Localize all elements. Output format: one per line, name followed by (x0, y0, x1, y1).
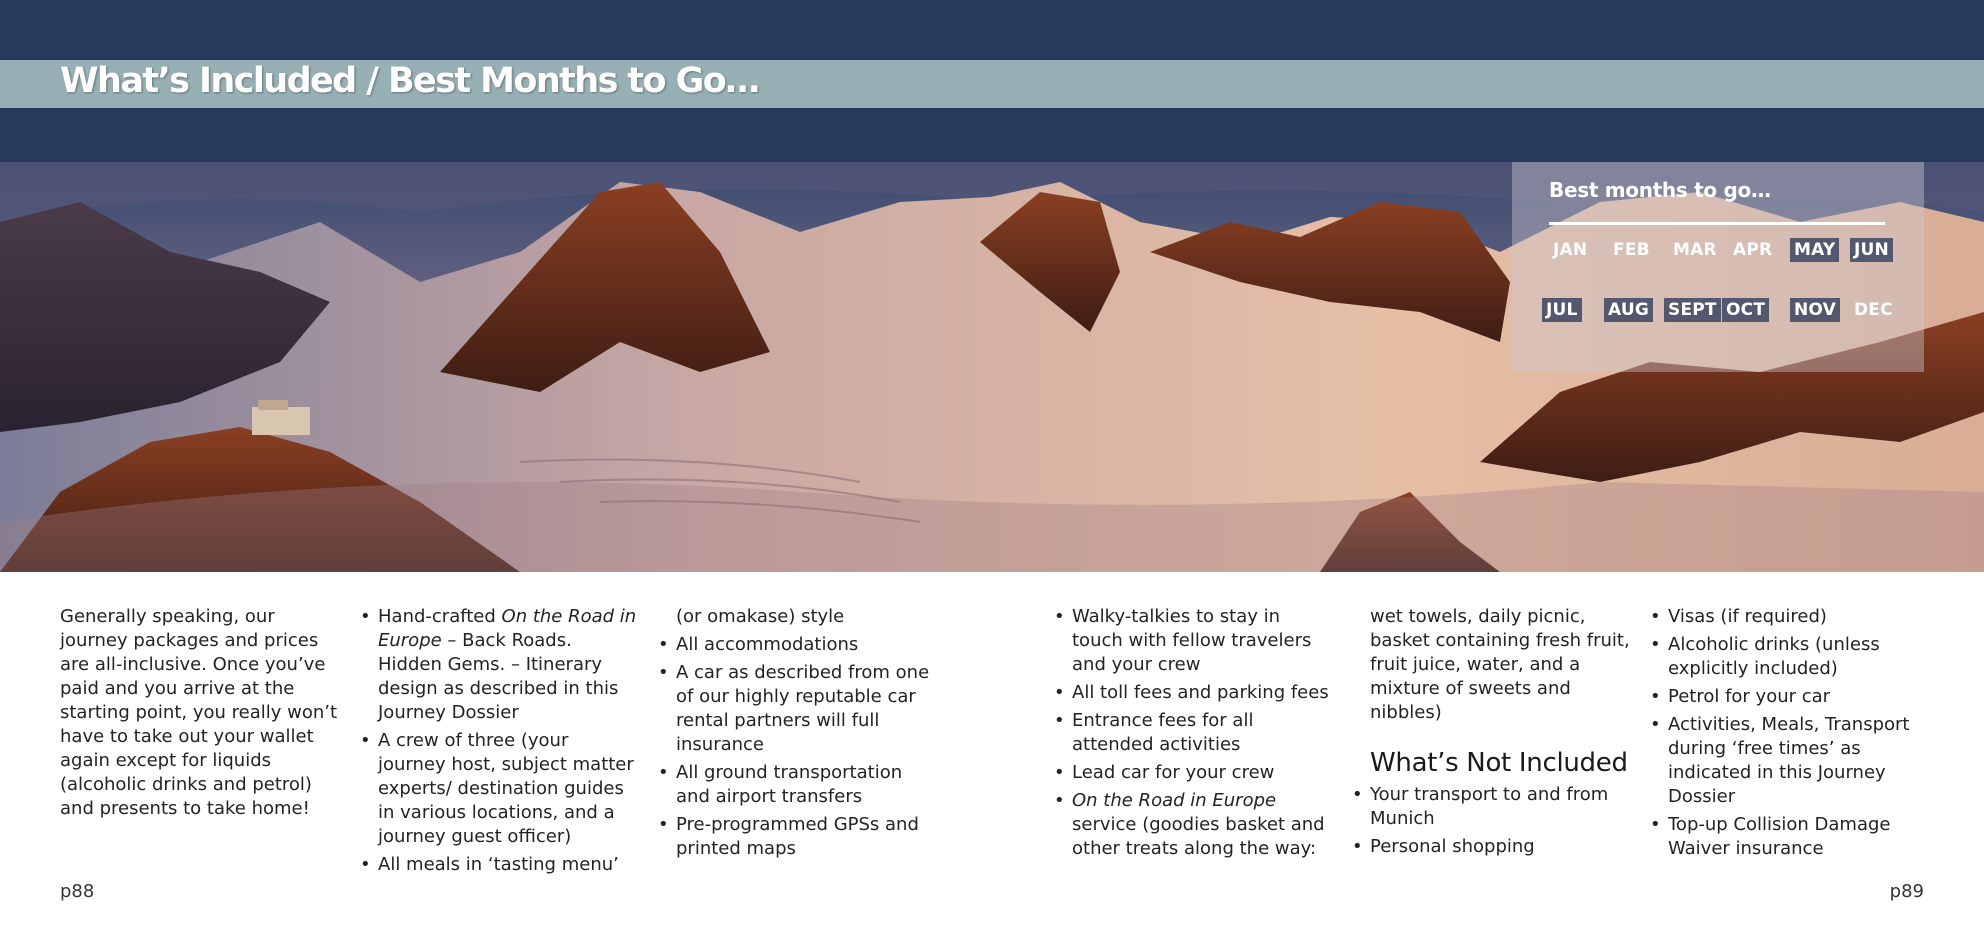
list-item: • Walky-talkies to stay in touch with fellow travelers and your crew (1052, 605, 1334, 677)
list-item: • Lead car for your crew (1052, 761, 1334, 785)
list-item: • Visas (if required) (1648, 605, 1938, 629)
month-jul: JUL (1542, 298, 1582, 322)
month-aug: AUG (1604, 298, 1653, 322)
list-item-continuation: (or omakase) style (676, 606, 845, 627)
included-column-1 (358, 605, 638, 881)
list-item: • A crew of three (your journey host, subject matter experts/ destination guides in various locations, and a journey guest officer) (358, 729, 638, 849)
list-item: • All toll fees and parking fees (1052, 681, 1334, 705)
month-may: MAY (1790, 238, 1839, 262)
page-number-left: p88 (60, 881, 95, 902)
month-mar: MAR (1673, 240, 1717, 260)
included-column-3 (1052, 605, 1334, 865)
list-item: • Hand-crafted On the Road in Europe – Back Roads. Hidden Gems. – Itinerary design as described in this Journey Dossier (358, 605, 638, 725)
list-item: • Pre-programmed GPSs and printed maps (656, 813, 936, 861)
included-list-1 (358, 605, 638, 877)
not-included-list-1 (1350, 783, 1640, 859)
month-jun: JUN (1850, 238, 1893, 262)
not-included-heading: What’s Not Included (1370, 748, 1628, 778)
list-item: • Personal shopping (1350, 835, 1640, 859)
list-item: • All ground transportation and airport transfers (656, 761, 936, 809)
month-sept: SEPT (1664, 298, 1721, 322)
month-nov: NOV (1790, 298, 1840, 322)
included-list-4 (1350, 605, 1640, 725)
list-item: • Petrol for your car (1648, 685, 1938, 709)
intro-text: Generally speaking, our journey packages and prices are all-inclusive. Once you’ve paid and you arrive at the starting point, you really won’t have to take out your wallet again except for liquids (alcoholic drinks and petrol) and presents to take home! (60, 606, 338, 819)
page-number-right: p89 (1889, 881, 1924, 902)
included-column-4 (1350, 605, 1640, 863)
list-item: • Your transport to and from Munich (1350, 783, 1640, 831)
best-months-title: Best months to go… (1549, 178, 1771, 202)
month-feb: FEB (1613, 240, 1650, 260)
list-item: • All meals in ‘tasting menu’ (358, 853, 638, 877)
month-jan: JAN (1553, 240, 1588, 260)
list-item: • Top-up Collision Damage Waiver insurance (1648, 813, 1938, 861)
included-column-2 (656, 605, 936, 865)
page-title: What’s Included / Best Months to Go… (60, 61, 759, 101)
best-months-panel (1512, 162, 1924, 372)
month-dec: DEC (1854, 300, 1893, 320)
not-included-list-2 (1648, 605, 1938, 861)
included-list-3 (1052, 605, 1334, 861)
intro-column (60, 605, 340, 821)
month-apr: APR (1733, 240, 1773, 260)
list-item: • Activities, Meals, Transport during ‘free times’ as indicated in this Journey Dossier (1648, 713, 1938, 809)
best-months-divider (1549, 222, 1885, 225)
list-item: • On the Road in Europe service (goodies basket and other treats along the way: (1052, 789, 1334, 861)
list-item: • Alcoholic drinks (unless explicitly included) (1648, 633, 1938, 681)
included-list-2 (656, 605, 936, 861)
not-included-column-2 (1648, 605, 1938, 865)
list-item: • All accommodations (656, 633, 936, 657)
list-item: • A car as described from one of our highly reputable car rental partners will full insurance (656, 661, 936, 757)
list-item: • Entrance fees for all attended activities (1052, 709, 1334, 757)
month-oct: OCT (1722, 298, 1769, 322)
list-item-continuation: wet towels, daily picnic, basket containing fresh fruit, fruit juice, water, and a mixture of sweets and nibbles) (1370, 606, 1630, 723)
